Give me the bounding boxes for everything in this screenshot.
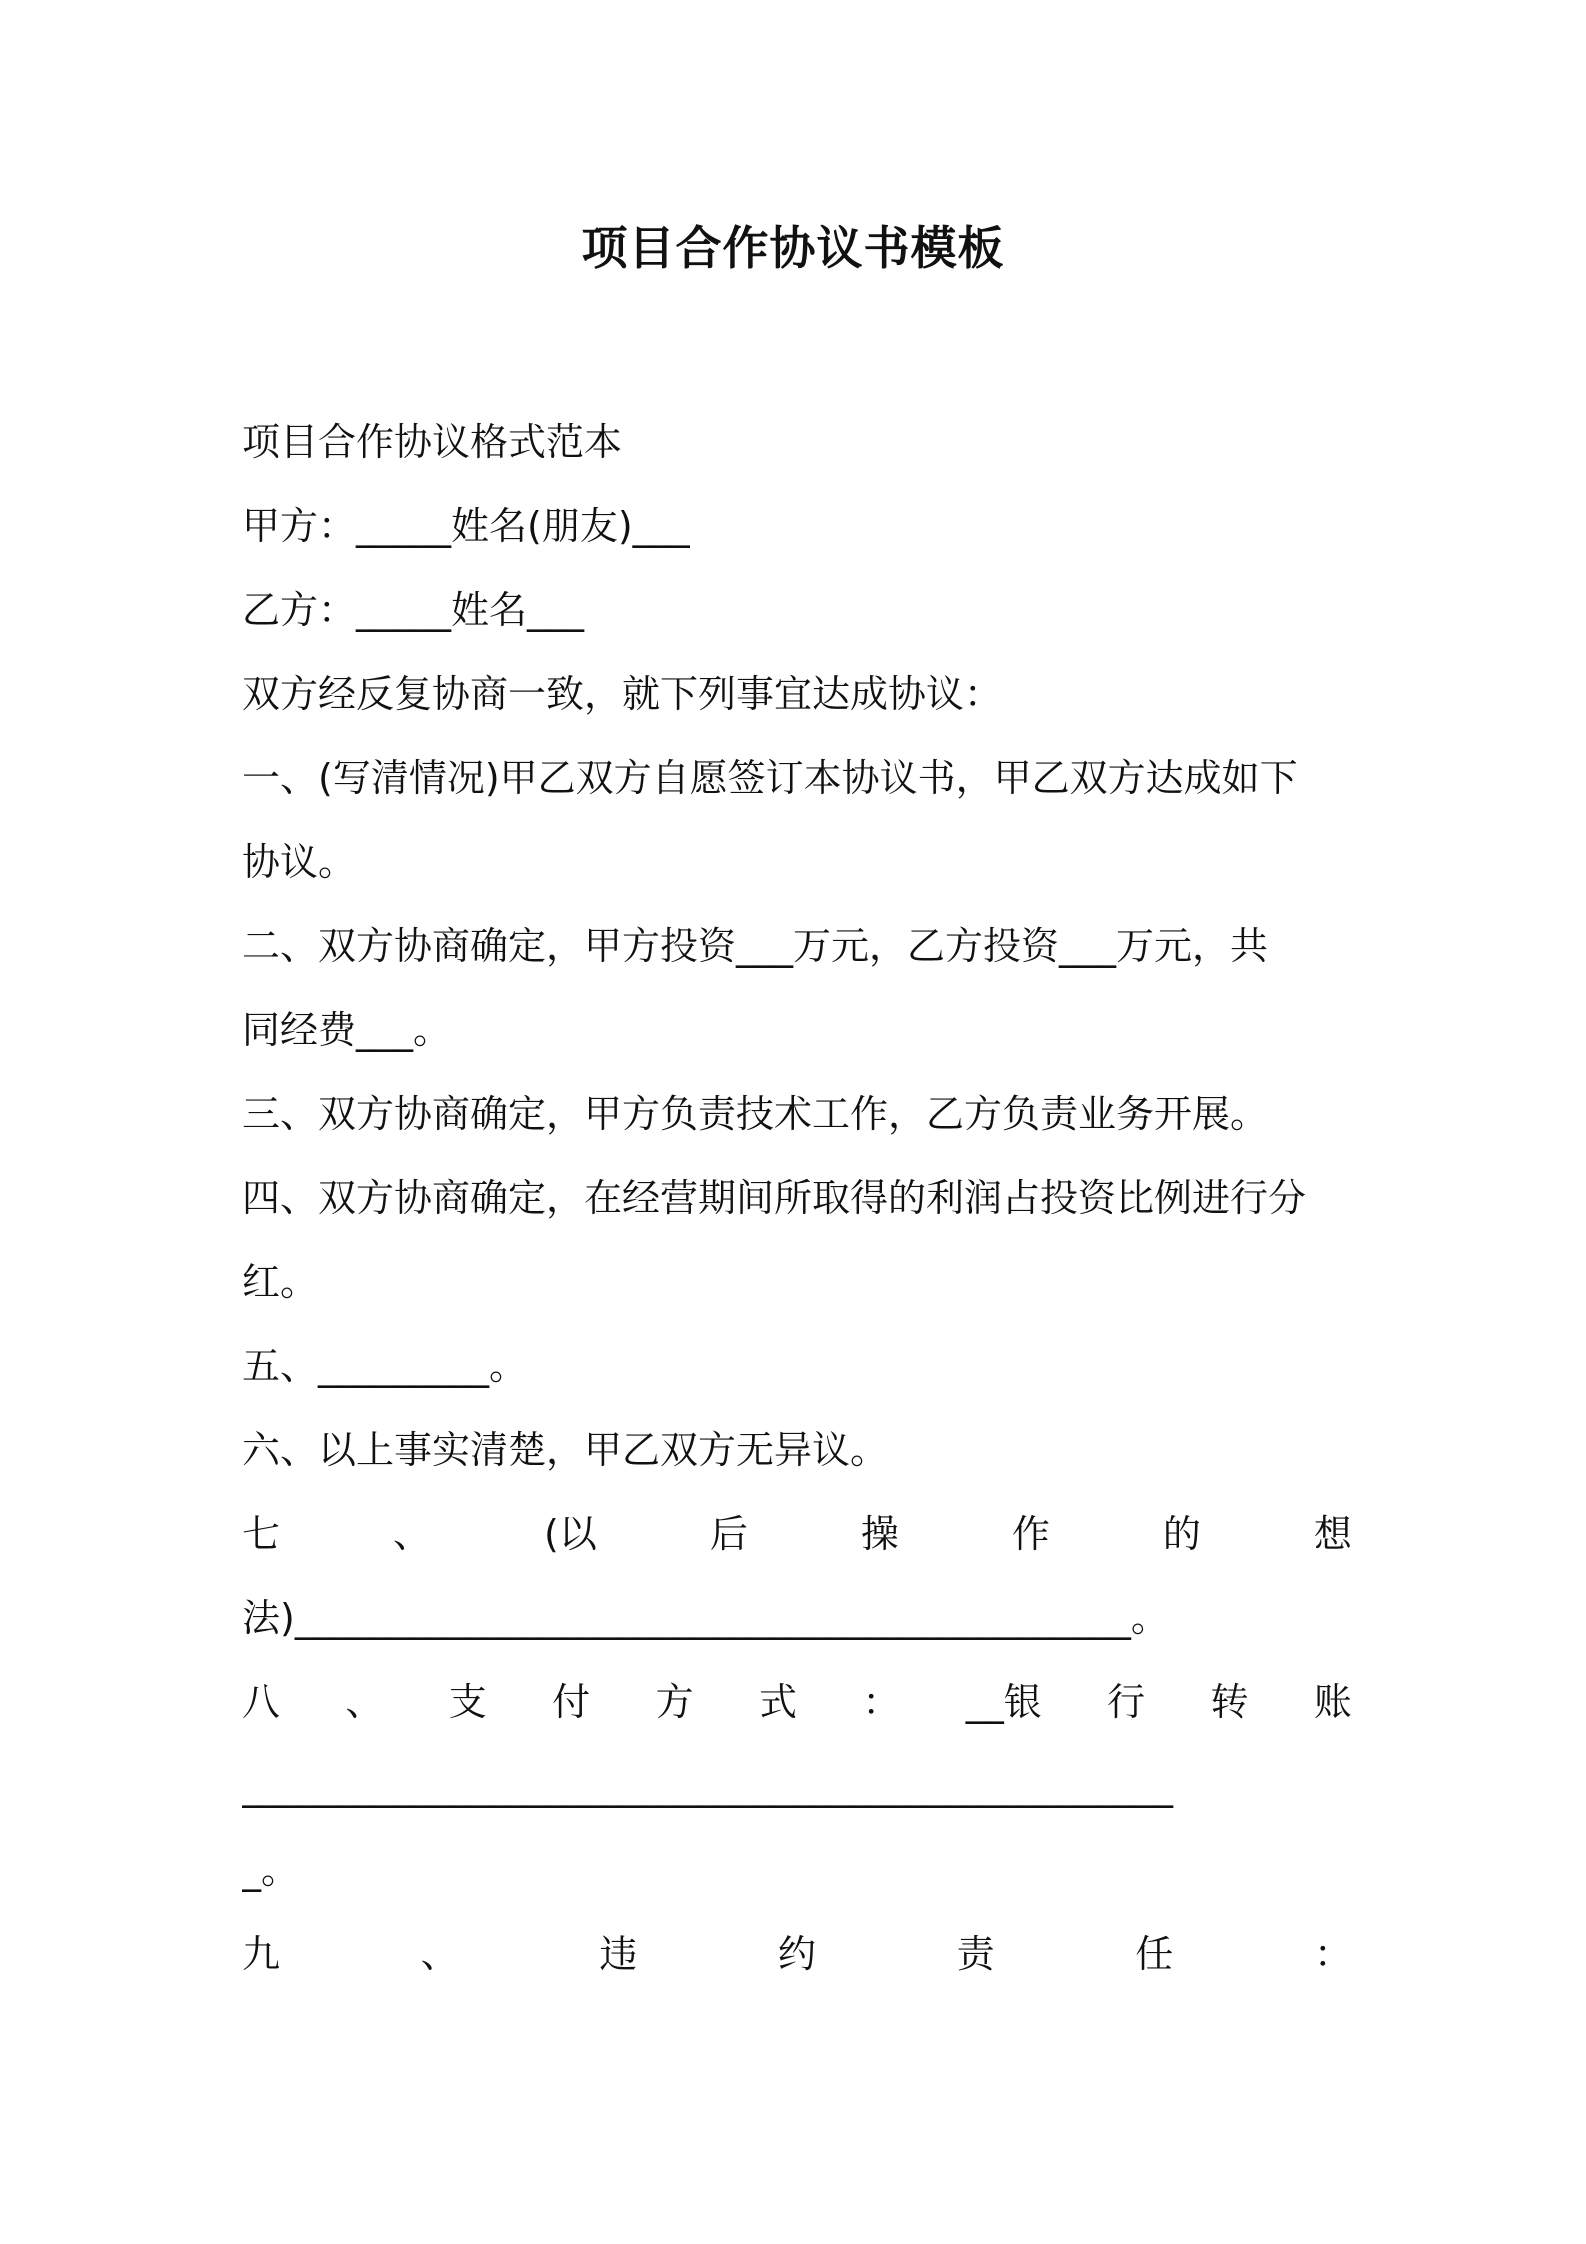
clause-8-part: 付 — [552, 1680, 591, 1724]
clause-8-line-2: _________________________________________________ — [242, 1764, 1173, 1808]
intro-text: 双方经反复协商一致，就下列事宜达成协议： — [242, 672, 1003, 716]
clause-4-line-2: 红。 — [242, 1260, 319, 1304]
document-title: 项目合作协议书模板 — [581, 221, 1005, 275]
clause-9-part: 九 — [242, 1932, 281, 1976]
clause-1-line-1: 一、(写清情况)甲乙双方自愿签订本协议书，甲乙双方达成如下 — [242, 756, 1298, 800]
clause-8-line-3: _。 — [242, 1848, 300, 1892]
clause-6: 六、以上事实清楚，甲乙双方无异议。 — [242, 1428, 889, 1472]
clause-2-line-1: 二、双方协商确定，甲方投资___万元，乙方投资___万元，共 — [242, 924, 1269, 968]
clause-9-part: 、 — [420, 1932, 459, 1976]
clause-7-part: 想 — [1313, 1512, 1352, 1556]
clause-7-part: 后 — [709, 1512, 748, 1556]
clause-8-part: 方 — [655, 1680, 694, 1724]
clause-8-part: 式 — [758, 1680, 797, 1724]
clause-8-part: __银 — [965, 1680, 1042, 1724]
clause-3: 三、双方协商确定，甲方负责技术工作，乙方负责业务开展。 — [242, 1092, 1269, 1136]
clause-7-line-1 — [242, 1492, 1352, 1576]
clause-9-part: 违 — [599, 1932, 638, 1976]
clause-8-part: 行 — [1107, 1680, 1146, 1724]
clause-7-part: 七 — [242, 1512, 281, 1556]
subtitle: 项目合作协议格式范本 — [242, 420, 623, 464]
clause-9-line-1 — [242, 1912, 1352, 1996]
clause-7-part: 的 — [1162, 1512, 1201, 1556]
clause-9-part: 责 — [956, 1932, 995, 1976]
clause-8-part: 转 — [1210, 1680, 1249, 1724]
clause-8-part: 账 — [1313, 1680, 1352, 1724]
clause-8-part: 八 — [242, 1680, 281, 1724]
party-a: 甲方：_____姓名(朋友)___ — [242, 504, 690, 548]
clause-1-line-2: 协议。 — [242, 840, 357, 884]
clause-8-part: 、 — [345, 1680, 384, 1724]
clause-2-line-2: 同经费___。 — [242, 1008, 452, 1052]
clause-9-part: ： — [1313, 1932, 1352, 1976]
clause-9-part: 约 — [777, 1932, 816, 1976]
clause-5: 五、_________。 — [242, 1344, 528, 1388]
clause-7-part: 作 — [1011, 1512, 1050, 1556]
clause-7-part: (以 — [544, 1512, 597, 1556]
clause-4-line-1: 四、双方协商确定，在经营期间所取得的利润占投资比例进行分 — [242, 1176, 1307, 1220]
clause-7-line-2: 法)____________________________________________。 — [242, 1596, 1169, 1640]
clause-9-part: 任 — [1135, 1932, 1174, 1976]
clause-7-part: 、 — [393, 1512, 432, 1556]
clause-8-part: 支 — [448, 1680, 487, 1724]
party-b: 乙方：_____姓名___ — [242, 588, 585, 632]
clause-8-part: ： — [862, 1680, 901, 1724]
document-body — [242, 400, 1352, 1996]
clause-7-part: 操 — [860, 1512, 899, 1556]
clause-8-line-1 — [242, 1660, 1352, 1744]
